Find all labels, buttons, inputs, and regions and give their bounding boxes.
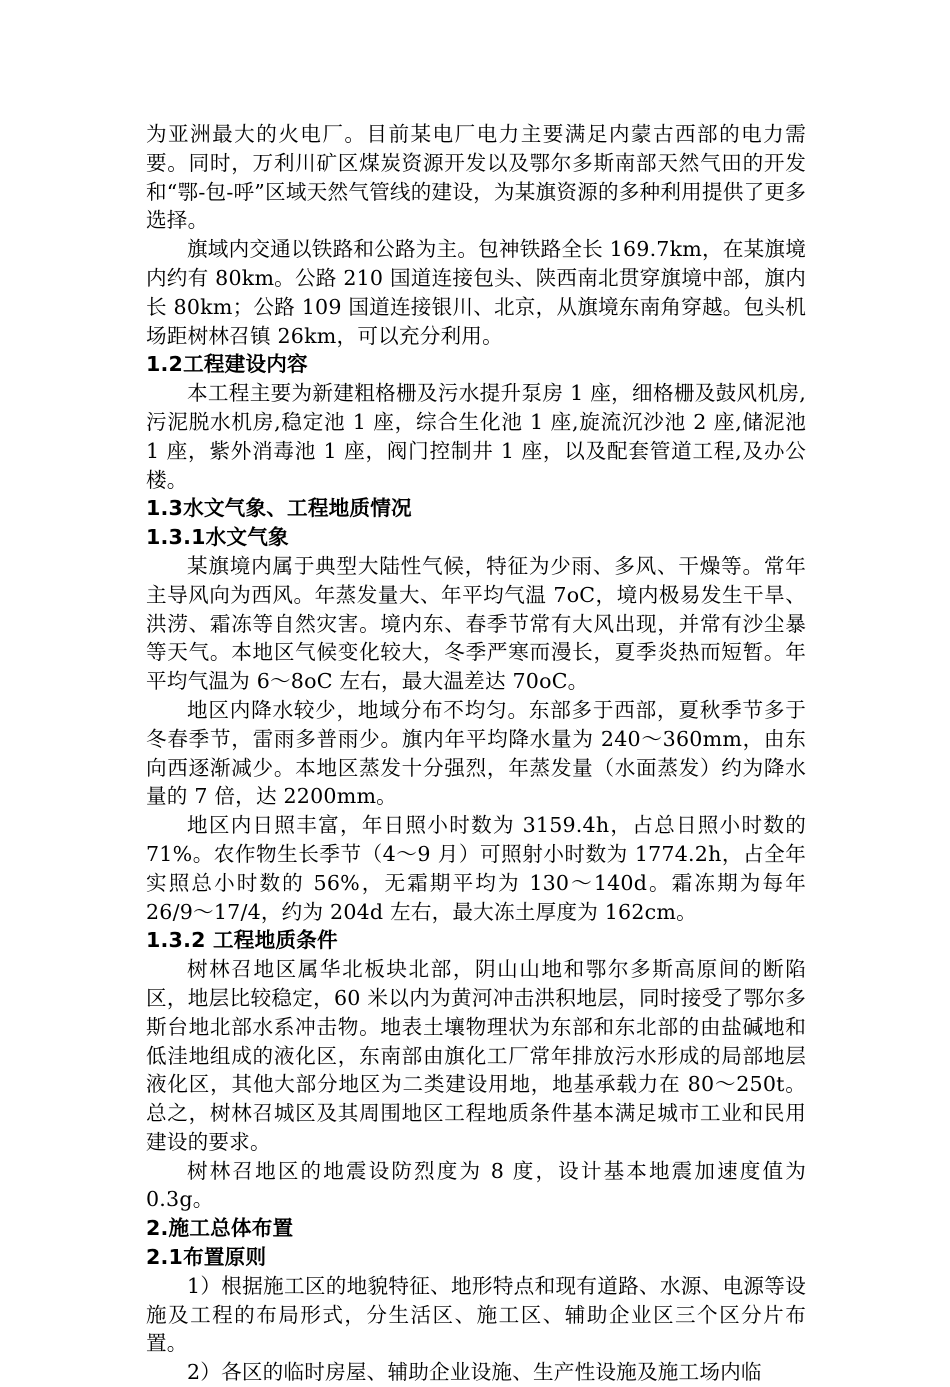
subsection-heading: 2.1布置原则: [146, 1245, 267, 1270]
document-body: [146, 120, 806, 1387]
subsection-heading: 1.3.2 工程地质条件: [146, 928, 338, 953]
paragraph: 旗域内交通以铁路和公路为主。包神铁路全长 169.7km，在某旗境内约有 80km。公路 210 国道连接包头、陕西南北贯穿旗境中部，旗内长 80km；公路 109 国道连接银川、北京，从旗境东南角穿越。包头机场距树林召镇 26km，可以充分利用。: [146, 237, 806, 348]
section-heading: 1.2工程建设内容: [146, 352, 308, 377]
subsection-heading: 1.3.1水文气象: [146, 525, 289, 550]
paragraph: 为亚洲最大的火电厂。目前某电厂电力主要满足内蒙古西部的电力需要。同时，万利川矿区煤炭资源开发以及鄂尔多斯南部天然气田的开发和“鄂-包-呼”区域天然气管线的建设，为某旗资源的多种利用提供了更多选择。: [146, 122, 806, 233]
section-heading: 1.3水文气象、工程地质情况: [146, 496, 412, 521]
paragraph: 2）各区的临时房屋、辅助企业设施、生产性设施及施工场内临: [187, 1360, 762, 1385]
section-heading: 2.施工总体布置: [146, 1216, 294, 1241]
paragraph: 树林召地区的地震设防烈度为 8 度，设计基本地震加速度值为 0.3g。: [146, 1158, 806, 1212]
paragraph: 地区内降水较少，地域分布不均匀。东部多于西部，夏秋季节多于冬春季节，雷雨多普雨少。旗内年平均降水量为 240～360mm，由东向西逐渐减少。本地区蒸发十分强烈，年蒸发量（水面蒸发）约为降水量的 7 倍，达 2200mm。: [146, 697, 806, 809]
paragraph: 某旗境内属于典型大陆性气候，特征为少雨、多风、干燥等。常年主导风向为西风。年蒸发量大、年平均气温 7oC，境内极易发生干旱、洪涝、霜冻等自然灾害。境内东、春季节常有大风出现，并常有沙尘暴等天气。本地区气候变化较大，冬季严寒而漫长，夏季炎热而短暂。年平均气温为 6～8oC 左右，最大温差达 70oC。: [146, 553, 806, 694]
paragraph: 地区内日照丰富，年日照小时数为 3159.4h，占总日照小时数的 71%。农作物生长季节（4～9 月）可照射小时数为 1774.2h，占全年实照总小时数的 56%，无霜期平均为 130～140d。霜冻期为每年 26/9～17/4，约为 204d 左右，最大冻土厚度为 162cm。: [146, 813, 806, 924]
paragraph: 本工程主要为新建粗格栅及污水提升泵房 1 座，细格栅及鼓风机房,污泥脱水机房,稳定池 1 座，综合生化池 1 座,旋流沉沙池 2 座,储泥池 1 座，紫外消毒池 1 座，阀门控制井 1 座，以及配套管道工程,及办公楼。: [146, 381, 806, 492]
paragraph: 1）根据施工区的地貌特征、地形特点和现有道路、水源、电源等设施及工程的布局形式，分生活区、施工区、辅助企业区三个区分片布置。: [146, 1273, 806, 1356]
paragraph: 树林召地区属华北板块北部，阴山山地和鄂尔多斯高原间的断陷区，地层比较稳定，60 米以内为黄河冲击洪积地层，同时接受了鄂尔多斯台地北部水系冲击物。地表土壤物理状为东部和东北部的由盐碱地和低洼地组成的液化区，东南部由旗化工厂常年排放污水形成的局部地层液化区，其他大部分地区为二类建设用地，地基承载力在 80～250t。总之，树林召城区及其周围地区工程地质条件基本满足城市工业和民用建设的要求。: [146, 957, 806, 1154]
